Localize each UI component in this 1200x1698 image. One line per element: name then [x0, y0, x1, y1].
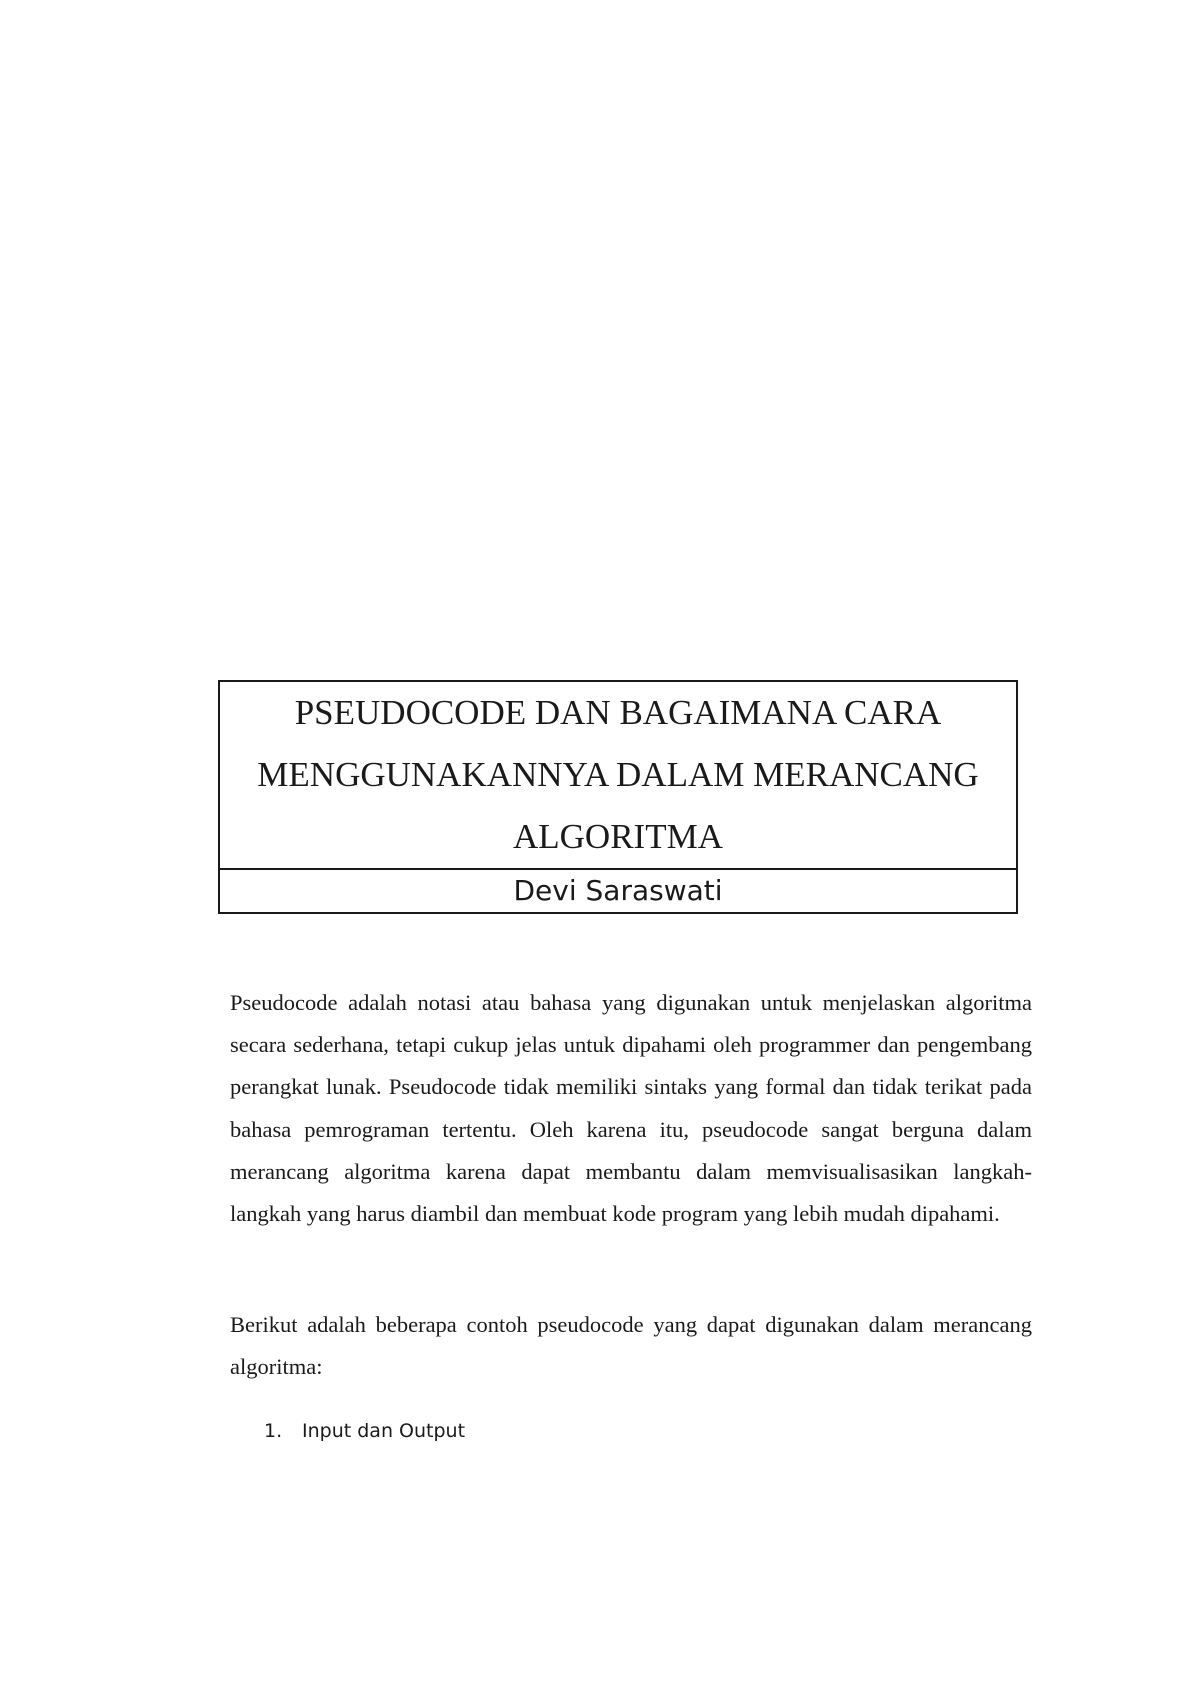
- list-item-number: 1.: [264, 1420, 283, 1442]
- intro-paragraph: Pseudocode adalah notasi atau bahasa yang digunakan untuk menjelaskan algoritma secara sederhana, tetapi cukup jelas untuk dipahami oleh programmer dan pengembang perangkat lunak. Pseudocode tidak memiliki sintaks yang formal dan tidak terikat pada bahasa pemrograman tertentu. Oleh karena itu, pseudocode sangat berguna dalam merancang algoritma karena dapat membantu dalam memvisualisasikan langkah-langkah yang harus diambil dan membuat kode program yang lebih mudah dipahami.: [230, 990, 1032, 1227]
- list-item: [264, 1420, 465, 1442]
- examples-intro-paragraph: Berikut adalah beberapa contoh pseudocode yang dapat digunakan dalam merancang algoritma:: [230, 1312, 1032, 1380]
- list-item-label: Input dan Output: [302, 1420, 466, 1442]
- title-table: [218, 680, 1018, 914]
- author-name: Devi Saraswati: [513, 874, 723, 907]
- document-title: PSEUDOCODE DAN BAGAIMANA CARA MENGGUNAKANNYA DALAM MERANCANG ALGORITMA: [220, 682, 1016, 870]
- numbered-list: [264, 1420, 465, 1442]
